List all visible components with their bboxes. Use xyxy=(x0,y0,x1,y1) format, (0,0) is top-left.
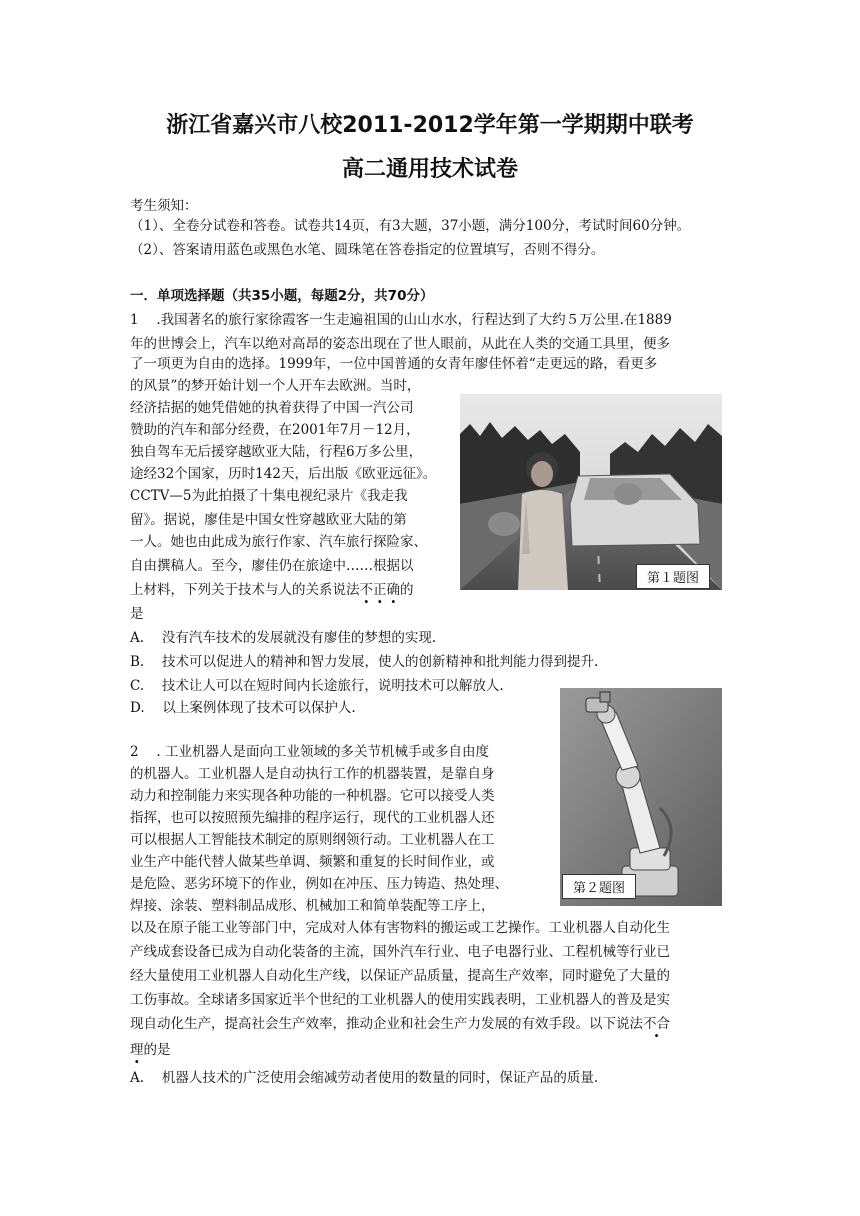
q1-stem-suffix: 的 xyxy=(400,582,414,598)
exam-title: 浙江省嘉兴市八校2011-2012学年第一学期期中联考 xyxy=(166,113,694,138)
q1-line: 途经32个国家，历时142天，后出版《欧亚远征》。 xyxy=(130,466,437,482)
notice-heading: 考生须知： xyxy=(130,198,198,214)
q1-option-d: D. 以上案例体现了技术可以保护人. xyxy=(130,700,356,716)
q2-line: 业生产中能代替人做某些单调、频繁和重复的长时间作业，或 xyxy=(130,854,495,870)
q1-line: 经济拮据的她凭借她的执着获得了中国一汽公司 xyxy=(130,400,414,416)
section-heading: 一．单项选择题（共35小题，每题2分，共70分） xyxy=(130,288,434,304)
q1-line: 自由撰稿人。至今，廖佳仍在旅途中……根据以 xyxy=(130,558,414,574)
figure-1-photo xyxy=(460,394,722,590)
q1-line: 1 .我国著名的旅行家徐霞客一生走遍祖国的山山水水，行程达到了大约５万公里.在1889 xyxy=(130,312,672,328)
q2-option-a: A. 机器人技术的广泛使用会缩减劳动者使用的数量的同时，保证产品的质量. xyxy=(130,1070,599,1086)
q2-emphasis: 不合 xyxy=(643,1016,670,1032)
q1-stem-prefix: 上材料，下列关于技术与人的关系说法 xyxy=(130,582,360,598)
q1-option-a: A. 没有汽车技术的发展就没有廖佳的梦想的实现. xyxy=(130,630,437,646)
q1-line: 年的世博会上，汽车以绝对高昂的姿态出现在了世人眼前，从此在人类的交通工具里，便多 xyxy=(130,336,670,352)
q2-stem-suffix: 的是 xyxy=(143,1042,171,1058)
q2-line: 焊接、涂装、塑料制品成形、机械加工和简单装配等工序上， xyxy=(130,898,495,914)
q2-line: 产线成套设备已成为自动化装备的主流，国外汽车行业、电子电器行业、工程机械等行业已 xyxy=(130,944,670,960)
q2-line: 是危险、恶劣环境下的作业，例如在冲压、压力铸造、热处理、 xyxy=(130,876,508,892)
q2-stem-prefix: 现自动化生产，提高社会生产效率，推动企业和社会生产力发展的有效手段。以下说法 xyxy=(130,1016,643,1032)
q2-line: 以及在原子能工业等部门中，完成对人体有害物料的搬运或工艺操作。工业机器人自动化生 xyxy=(130,920,670,936)
q1-line: 赞助的汽车和部分经费，在2001年7月－12月， xyxy=(130,422,420,438)
exam-subtitle: 高二通用技术试卷 xyxy=(341,157,518,182)
q1-emphasis: 不正确 xyxy=(359,582,400,598)
q2-line: 2 . 工业机器人是面向工业领域的多关节机械手或多自由度 xyxy=(130,744,489,760)
road-trip-image xyxy=(460,394,722,590)
q2-line-emph-2 xyxy=(130,1040,171,1060)
q1-line: 一人。她也由此成为旅行作家、汽车旅行探险家、 xyxy=(130,534,427,550)
q1-line-emph xyxy=(130,580,414,600)
q2-line-emph xyxy=(130,1014,670,1034)
q2-line: 工伤事故。全球诸多国家近半个世纪的工业机器人的使用实践表明，工业机器人的普及是实 xyxy=(130,992,670,1008)
q1-option-b: B. 技术可以促进人的精神和智力发展，使人的创新精神和批判能力得到提升. xyxy=(130,654,599,670)
figure-2-caption: 第２题图 xyxy=(562,874,636,899)
q2-line: 的机器人。工业机器人是自动执行工作的机器装置，是靠自身 xyxy=(130,766,495,782)
q1-line: 是 xyxy=(130,606,144,622)
figure-1-caption: 第１题图 xyxy=(636,564,710,589)
q2-line: 指挥，也可以按照预先编排的程序运行，现代的工业机器人还 xyxy=(130,810,495,826)
q2-line: 可以根据人工智能技术制定的原则纲领行动。工业机器人在工 xyxy=(130,832,495,848)
q1-line: 留》。据说，廖佳是中国女性穿越欧亚大陆的第 xyxy=(130,512,407,528)
notice-item-1: （1）、全卷分试卷和答卷。试卷共14页，有3大题，37小题，满分100分，考试时间60分钟。 xyxy=(130,218,691,234)
q1-line: 的风景”的梦开始计划一个人开车去欧洲。当时， xyxy=(130,378,421,394)
figure-2-photo xyxy=(560,688,722,906)
q1-option-c: C. 技术让人可以在短时间内长途旅行，说明技术可以解放人. xyxy=(130,678,504,694)
q1-line: 独自驾车无后援穿越欧亚大陆，行程6万多公里， xyxy=(130,444,423,460)
q1-line: 了一项更为自由的选择。1999年，一位中国普通的女青年廖佳怀着“走更远的路，看更多 xyxy=(130,356,658,372)
q2-line: 动力和控制能力来实现各种功能的一种机器。它可以接受人类 xyxy=(130,788,495,804)
q2-line: 经大量使用工业机器人自动化生产线，以保证产品质量，提高生产效率，同时避免了大量的 xyxy=(130,968,670,984)
q1-line: CCTV—5为此拍摄了十集电视纪录片《我走我 xyxy=(130,488,408,504)
notice-item-2: （2）、答案请用蓝色或黑色水笔、圆珠笔在答卷指定的位置填写，否则不得分。 xyxy=(130,242,605,258)
q2-emphasis-2: 理 xyxy=(130,1042,144,1058)
